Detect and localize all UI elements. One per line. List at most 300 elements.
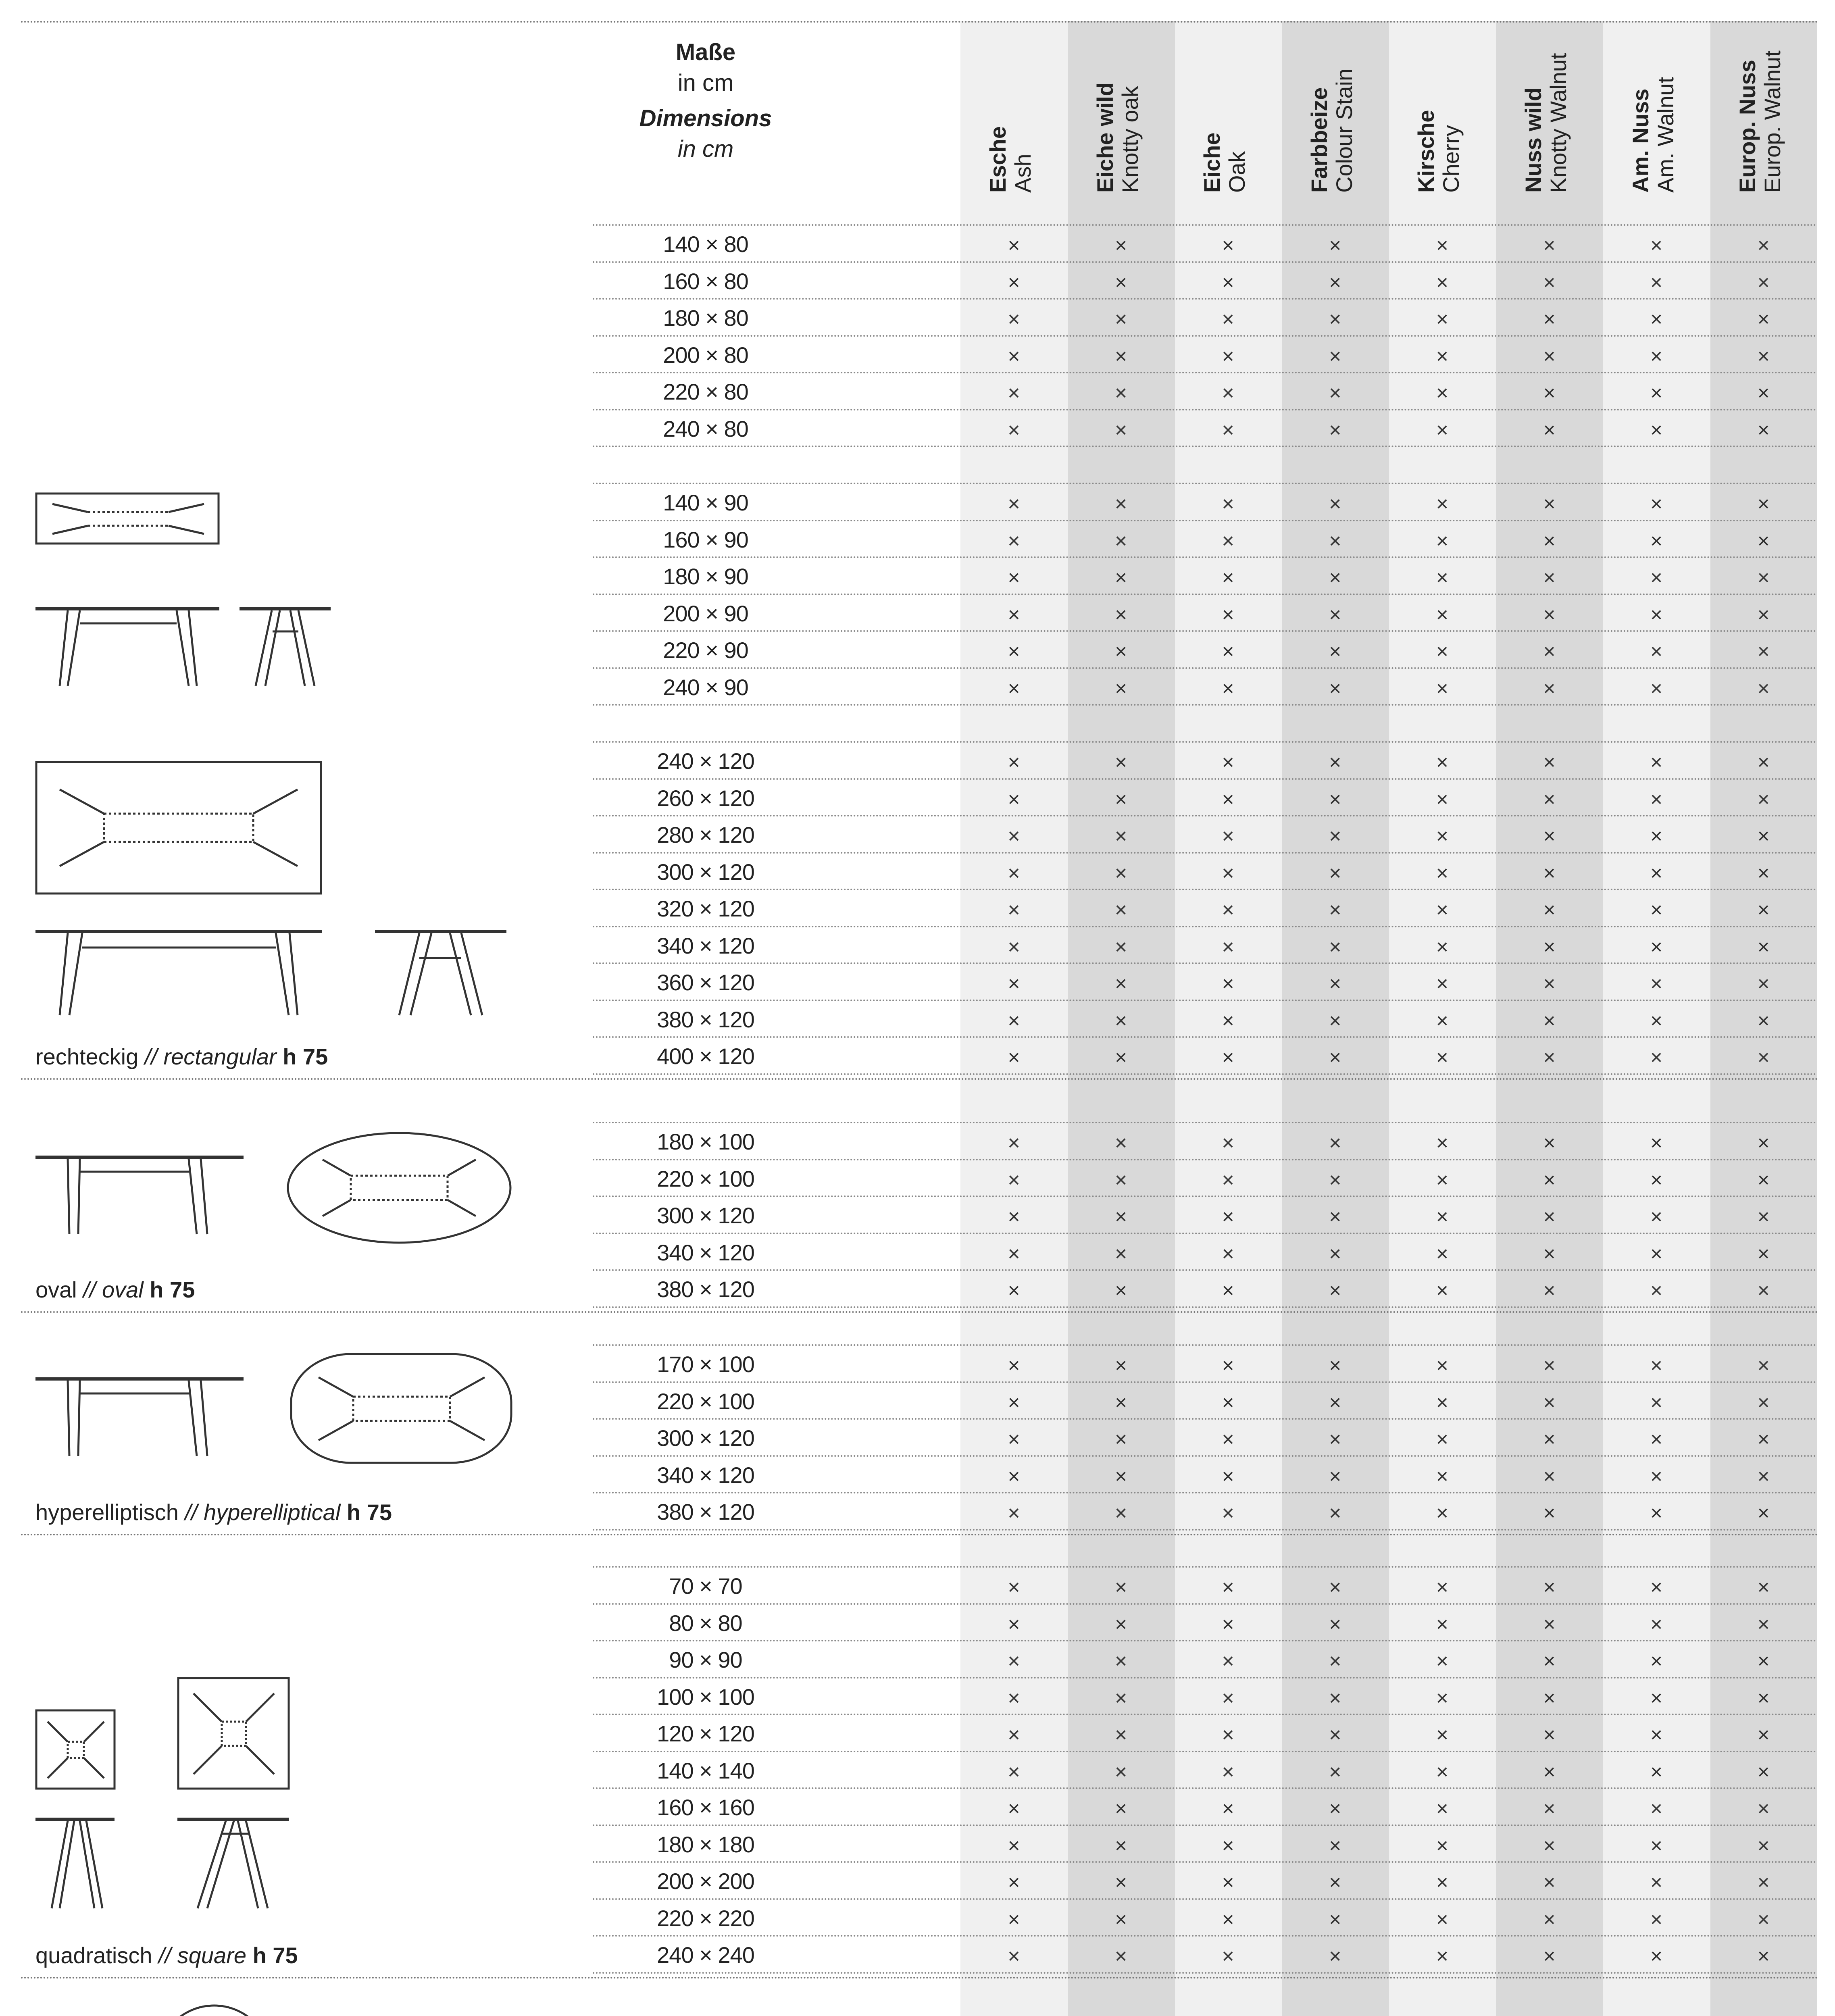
availability-mark: × (1329, 1649, 1341, 1673)
availability-mark: × (1543, 1279, 1556, 1302)
availability-mark: × (1329, 529, 1341, 553)
availability-mark: × (1757, 677, 1770, 700)
availability-mark: × (1008, 1391, 1020, 1414)
dimension-cell: 220 × 90 (663, 637, 748, 663)
availability-mark: × (1114, 1760, 1127, 1784)
availability-mark: × (1114, 1279, 1127, 1302)
round-large-top-view (156, 2004, 273, 2016)
availability-mark: × (1329, 1464, 1341, 1488)
group-separator (21, 1534, 1819, 1535)
availability-mark: × (1114, 1908, 1127, 1931)
availability-mark: × (1543, 640, 1556, 663)
availability-mark: × (1543, 1391, 1556, 1414)
dimension-cell: 240 × 240 (657, 1942, 754, 1968)
availability-mark: × (1222, 1205, 1234, 1229)
shape-label-part: hyperelliptisch (35, 1499, 179, 1525)
availability-mark: × (1436, 1354, 1449, 1377)
dimension-cell: 360 × 120 (657, 970, 754, 995)
wood-column-header (1414, 110, 1464, 193)
availability-mark: × (1436, 1009, 1449, 1033)
availability-mark: × (1436, 898, 1449, 922)
availability-mark: × (1436, 1649, 1449, 1673)
availability-mark: × (1008, 677, 1020, 700)
availability-mark: × (1329, 1205, 1341, 1229)
availability-mark: × (1222, 1046, 1234, 1069)
availability-mark: × (1222, 1391, 1234, 1414)
availability-mark: × (1114, 935, 1127, 959)
dimension-cell: 300 × 120 (657, 1203, 754, 1228)
availability-mark: × (1329, 1908, 1341, 1931)
availability-mark: × (1543, 492, 1556, 516)
availability-mark: × (1329, 492, 1341, 516)
availability-mark: × (1222, 1464, 1234, 1488)
group-separator (21, 1311, 1819, 1313)
shape-label-oval (35, 1276, 195, 1304)
availability-mark: × (1329, 1576, 1341, 1599)
availability-mark: × (1114, 344, 1127, 368)
availability-mark: × (1650, 1723, 1663, 1747)
availability-mark: × (1008, 308, 1020, 331)
dimension-cell: 400 × 120 (657, 1043, 754, 1069)
availability-mark: × (1436, 1391, 1449, 1414)
availability-mark: × (1222, 861, 1234, 885)
dimension-cell: 180 × 180 (657, 1831, 754, 1857)
availability-mark: × (1757, 1009, 1770, 1033)
availability-mark: × (1114, 1502, 1127, 1525)
availability-mark: × (1114, 1464, 1127, 1488)
availability-mark: × (1650, 1391, 1663, 1414)
availability-mark: × (1436, 825, 1449, 848)
wood-name-de: Kirsche (1413, 110, 1439, 193)
availability-mark: × (1222, 1723, 1234, 1747)
shape-label-rect (35, 1043, 328, 1071)
availability-mark: × (1650, 1354, 1663, 1377)
availability-mark: × (1436, 1686, 1449, 1710)
availability-mark: × (1543, 1945, 1556, 1968)
dimension-cell: 320 × 120 (657, 896, 754, 921)
availability-mark: × (1329, 1354, 1341, 1377)
availability-mark: × (1008, 861, 1020, 885)
group-separator (21, 1078, 1819, 1080)
availability-mark: × (1543, 1834, 1556, 1858)
availability-mark: × (1650, 1502, 1663, 1525)
wood-name-en: Colour Stain (1331, 68, 1357, 193)
availability-mark: × (1757, 1242, 1770, 1266)
availability-mark: × (1436, 1945, 1449, 1968)
availability-mark: × (1543, 1649, 1556, 1673)
availability-mark: × (1650, 271, 1663, 294)
availability-mark: × (1757, 1205, 1770, 1229)
availability-mark: × (1757, 566, 1770, 589)
availability-mark: × (1757, 1945, 1770, 1968)
availability-mark: × (1329, 1242, 1341, 1266)
availability-mark: × (1543, 1686, 1556, 1710)
availability-mark: × (1008, 1205, 1020, 1229)
availability-mark: × (1114, 1131, 1127, 1155)
dimension-cell: 340 × 120 (657, 1462, 754, 1488)
availability-mark: × (1222, 640, 1234, 663)
dimension-cell: 140 × 80 (663, 231, 748, 257)
availability-mark: × (1436, 751, 1449, 774)
availability-mark: × (1114, 898, 1127, 922)
square-small-top-view (35, 1710, 116, 1790)
availability-mark: × (1436, 861, 1449, 885)
header-de-title: Maße (675, 39, 736, 65)
availability-mark: × (1222, 492, 1234, 516)
rectangular-small-side-view (35, 607, 221, 688)
availability-mark: × (1222, 1686, 1234, 1710)
dimension-cell: 180 × 90 (663, 564, 748, 589)
availability-mark: × (1114, 381, 1127, 405)
availability-mark: × (1329, 787, 1341, 811)
availability-mark: × (1757, 787, 1770, 811)
wood-name-en: Knotty oak (1117, 86, 1143, 193)
availability-mark: × (1222, 1131, 1234, 1155)
availability-mark: × (1329, 972, 1341, 996)
availability-mark: × (1757, 1576, 1770, 1599)
dimension-cell: 300 × 120 (657, 859, 754, 885)
availability-mark: × (1650, 1242, 1663, 1266)
availability-mark: × (1329, 677, 1341, 700)
availability-mark: × (1114, 603, 1127, 627)
availability-mark: × (1114, 640, 1127, 663)
wood-name-de: Am. Nuss (1627, 88, 1653, 193)
availability-mark: × (1008, 1576, 1020, 1599)
availability-mark: × (1757, 1354, 1770, 1377)
availability-mark: × (1008, 1464, 1020, 1488)
shape-label-part: // (83, 1277, 96, 1302)
hyperelliptical-top-view (290, 1353, 513, 1464)
availability-mark: × (1222, 566, 1234, 589)
availability-mark: × (1222, 381, 1234, 405)
availability-mark: × (1543, 308, 1556, 331)
availability-mark: × (1008, 1354, 1020, 1377)
availability-mark: × (1757, 1834, 1770, 1858)
rectangular-large-end-view (375, 930, 508, 1017)
availability-mark: × (1008, 1945, 1020, 1968)
rectangular-small-top-view (35, 493, 221, 545)
square-large-top-view (177, 1677, 290, 1790)
availability-mark: × (1757, 418, 1770, 442)
availability-mark: × (1008, 1760, 1020, 1784)
availability-mark: × (1436, 492, 1449, 516)
wood-name-en: Ash (1010, 154, 1035, 193)
wood-name-de: Nuss wild (1520, 87, 1546, 193)
availability-mark: × (1757, 640, 1770, 663)
availability-mark: × (1008, 1502, 1020, 1525)
availability-mark: × (1008, 1242, 1020, 1266)
wood-name-de: Eiche wild (1092, 82, 1118, 193)
availability-mark: × (1757, 1428, 1770, 1451)
availability-mark: × (1329, 308, 1341, 331)
availability-mark: × (1329, 1009, 1341, 1033)
availability-mark: × (1650, 1649, 1663, 1673)
availability-mark: × (1650, 308, 1663, 331)
rectangular-small-end-view (240, 607, 332, 688)
availability-mark: × (1757, 344, 1770, 368)
availability-mark: × (1650, 603, 1663, 627)
availability-mark: × (1543, 1576, 1556, 1599)
availability-mark: × (1436, 1131, 1449, 1155)
availability-mark: × (1543, 418, 1556, 442)
availability-mark: × (1008, 1009, 1020, 1033)
header-en-title: Dimensions (639, 105, 772, 131)
availability-mark: × (1114, 1871, 1127, 1894)
shape-label-part: h 75 (150, 1277, 195, 1302)
dimension-cell: 260 × 120 (657, 785, 754, 811)
availability-mark: × (1008, 418, 1020, 442)
availability-mark: × (1008, 1908, 1020, 1931)
availability-mark: × (1543, 603, 1556, 627)
availability-mark: × (1222, 1168, 1234, 1192)
availability-mark: × (1222, 1871, 1234, 1894)
group-separator (21, 1977, 1819, 1979)
availability-mark: × (1222, 1279, 1234, 1302)
dimension-cell: 240 × 120 (657, 748, 754, 774)
dimension-cell: 240 × 80 (663, 416, 748, 442)
availability-mark: × (1650, 234, 1663, 257)
shape-label-part: // (185, 1499, 198, 1525)
availability-mark: × (1114, 825, 1127, 848)
availability-mark: × (1222, 1576, 1234, 1599)
availability-mark: × (1543, 1046, 1556, 1069)
availability-mark: × (1008, 529, 1020, 553)
availability-mark: × (1008, 1279, 1020, 1302)
shape-label-part: square (177, 1942, 246, 1968)
availability-mark: × (1543, 1908, 1556, 1931)
availability-mark: × (1650, 1686, 1663, 1710)
availability-mark: × (1543, 1797, 1556, 1820)
availability-mark: × (1436, 1046, 1449, 1069)
dimension-cell: 240 × 90 (663, 674, 748, 700)
availability-mark: × (1329, 418, 1341, 442)
availability-mark: × (1329, 1502, 1341, 1525)
wood-name-en: Oak (1224, 151, 1250, 193)
availability-mark: × (1757, 1279, 1770, 1302)
availability-mark: × (1329, 1686, 1341, 1710)
dimension-cell: 180 × 80 (663, 305, 748, 331)
availability-mark: × (1757, 1797, 1770, 1820)
shape-label-part: // (144, 1043, 157, 1069)
availability-mark: × (1008, 381, 1020, 405)
availability-mark: × (1543, 787, 1556, 811)
availability-mark: × (1543, 1612, 1556, 1636)
availability-mark: × (1436, 1908, 1449, 1931)
availability-mark: × (1329, 751, 1341, 774)
wood-name-en: Knotty Walnut (1545, 53, 1571, 193)
availability-mark: × (1650, 418, 1663, 442)
availability-mark: × (1650, 1945, 1663, 1968)
availability-mark: × (1436, 308, 1449, 331)
availability-mark: × (1757, 1612, 1770, 1636)
shape-label-hyper (35, 1498, 392, 1527)
oval-side-view (35, 1156, 245, 1236)
availability-mark: × (1757, 1168, 1770, 1192)
availability-mark: × (1114, 1168, 1127, 1192)
availability-mark: × (1436, 787, 1449, 811)
availability-mark: × (1114, 418, 1127, 442)
availability-mark: × (1329, 825, 1341, 848)
availability-mark: × (1436, 529, 1449, 553)
dimension-cell: 160 × 90 (663, 527, 748, 552)
availability-mark: × (1222, 1649, 1234, 1673)
availability-mark: × (1436, 1723, 1449, 1747)
shape-label-part: h 75 (346, 1499, 392, 1525)
dimension-cell: 180 × 100 (657, 1129, 754, 1154)
wood-column-header (1735, 50, 1785, 193)
availability-mark: × (1222, 935, 1234, 959)
availability-mark: × (1650, 787, 1663, 811)
availability-mark: × (1222, 1242, 1234, 1266)
availability-mark: × (1008, 1612, 1020, 1636)
availability-mark: × (1008, 1686, 1020, 1710)
wood-name-de: Europ. Nuss (1735, 60, 1760, 193)
availability-mark: × (1757, 935, 1770, 959)
availability-mark: × (1008, 1797, 1020, 1820)
availability-mark: × (1650, 381, 1663, 405)
availability-mark: × (1114, 787, 1127, 811)
availability-mark: × (1114, 751, 1127, 774)
availability-mark: × (1008, 787, 1020, 811)
availability-mark: × (1650, 861, 1663, 885)
availability-mark: × (1222, 1760, 1234, 1784)
availability-mark: × (1757, 603, 1770, 627)
availability-mark: × (1650, 344, 1663, 368)
availability-mark: × (1436, 1760, 1449, 1784)
wood-name-de: Eiche (1199, 132, 1225, 193)
availability-mark: × (1329, 1391, 1341, 1414)
availability-mark: × (1114, 234, 1127, 257)
availability-mark: × (1329, 271, 1341, 294)
dimension-cell: 170 × 100 (657, 1352, 754, 1377)
availability-mark: × (1543, 1760, 1556, 1784)
availability-mark: × (1114, 1797, 1127, 1820)
dimension-cell: 80 × 80 (669, 1610, 742, 1636)
availability-mark: × (1757, 529, 1770, 553)
dimension-cell: 120 × 120 (657, 1721, 754, 1746)
availability-mark: × (1650, 1871, 1663, 1894)
availability-mark: × (1543, 861, 1556, 885)
availability-mark: × (1114, 972, 1127, 996)
availability-mark: × (1757, 1391, 1770, 1414)
row-rule (593, 1972, 1817, 1974)
top-rule (21, 21, 1819, 23)
dimension-cell: 380 × 120 (657, 1499, 754, 1524)
availability-mark: × (1114, 1834, 1127, 1858)
availability-mark: × (1329, 603, 1341, 627)
availability-mark: × (1650, 898, 1663, 922)
availability-mark: × (1650, 529, 1663, 553)
wood-name-de: Farbbeize (1306, 87, 1332, 193)
availability-mark: × (1650, 1797, 1663, 1820)
availability-mark: × (1757, 1723, 1770, 1747)
availability-mark: × (1222, 898, 1234, 922)
availability-mark: × (1222, 1908, 1234, 1931)
availability-mark: × (1329, 1834, 1341, 1858)
availability-mark: × (1650, 640, 1663, 663)
availability-mark: × (1757, 1131, 1770, 1155)
availability-mark: × (1329, 1168, 1341, 1192)
availability-mark: × (1329, 1760, 1341, 1784)
availability-mark: × (1436, 1834, 1449, 1858)
availability-mark: × (1114, 566, 1127, 589)
availability-mark: × (1436, 1464, 1449, 1488)
availability-mark: × (1757, 1686, 1770, 1710)
dimension-cell: 300 × 120 (657, 1425, 754, 1451)
availability-mark: × (1114, 1612, 1127, 1636)
availability-mark: × (1114, 1242, 1127, 1266)
shape-label-part: oval (102, 1277, 144, 1302)
availability-mark: × (1543, 566, 1556, 589)
availability-mark: × (1329, 381, 1341, 405)
availability-mark: × (1436, 1279, 1449, 1302)
availability-mark: × (1329, 1612, 1341, 1636)
availability-mark: × (1543, 1131, 1556, 1155)
shape-label-part: h 75 (252, 1942, 298, 1968)
wood-name-en: Cherry (1438, 125, 1464, 193)
availability-mark: × (1543, 1168, 1556, 1192)
availability-mark: × (1436, 271, 1449, 294)
availability-mark: × (1329, 935, 1341, 959)
availability-mark: × (1543, 529, 1556, 553)
availability-mark: × (1757, 861, 1770, 885)
wood-name-de: Esche (985, 126, 1010, 193)
availability-mark: × (1436, 234, 1449, 257)
availability-mark: × (1222, 418, 1234, 442)
availability-mark: × (1543, 344, 1556, 368)
availability-mark: × (1543, 1464, 1556, 1488)
dimensions-header (593, 37, 819, 165)
shape-label-part: // (158, 1942, 171, 1968)
wood-column-header (1307, 69, 1357, 193)
wood-column-header (1200, 133, 1250, 193)
availability-mark: × (1222, 1945, 1234, 1968)
availability-mark: × (1329, 1428, 1341, 1451)
dimension-cell: 340 × 120 (657, 933, 754, 958)
row-rule (593, 446, 1817, 447)
hyperelliptical-side-view (35, 1377, 245, 1458)
availability-mark: × (1008, 1428, 1020, 1451)
availability-mark: × (1757, 1649, 1770, 1673)
availability-mark: × (1436, 640, 1449, 663)
rectangular-large-side-view (35, 930, 323, 1017)
availability-mark: × (1436, 1576, 1449, 1599)
availability-mark: × (1650, 1464, 1663, 1488)
availability-mark: × (1436, 1612, 1449, 1636)
dimension-cell: 280 × 120 (657, 822, 754, 848)
availability-mark: × (1222, 603, 1234, 627)
availability-mark: × (1222, 344, 1234, 368)
availability-mark: × (1114, 1723, 1127, 1747)
availability-mark: × (1543, 1428, 1556, 1451)
availability-mark: × (1650, 935, 1663, 959)
availability-mark: × (1222, 1834, 1234, 1858)
availability-mark: × (1650, 1131, 1663, 1155)
availability-mark: × (1114, 1649, 1127, 1673)
availability-mark: × (1329, 640, 1341, 663)
availability-mark: × (1008, 1168, 1020, 1192)
availability-mark: × (1436, 935, 1449, 959)
availability-mark: × (1436, 603, 1449, 627)
availability-mark: × (1222, 677, 1234, 700)
shape-label-part: hyperelliptical (204, 1499, 341, 1525)
availability-mark: × (1114, 861, 1127, 885)
availability-mark: × (1008, 935, 1020, 959)
row-rule (593, 1073, 1817, 1075)
availability-mark: × (1650, 1834, 1663, 1858)
availability-mark: × (1008, 751, 1020, 774)
availability-mark: × (1114, 1945, 1127, 1968)
